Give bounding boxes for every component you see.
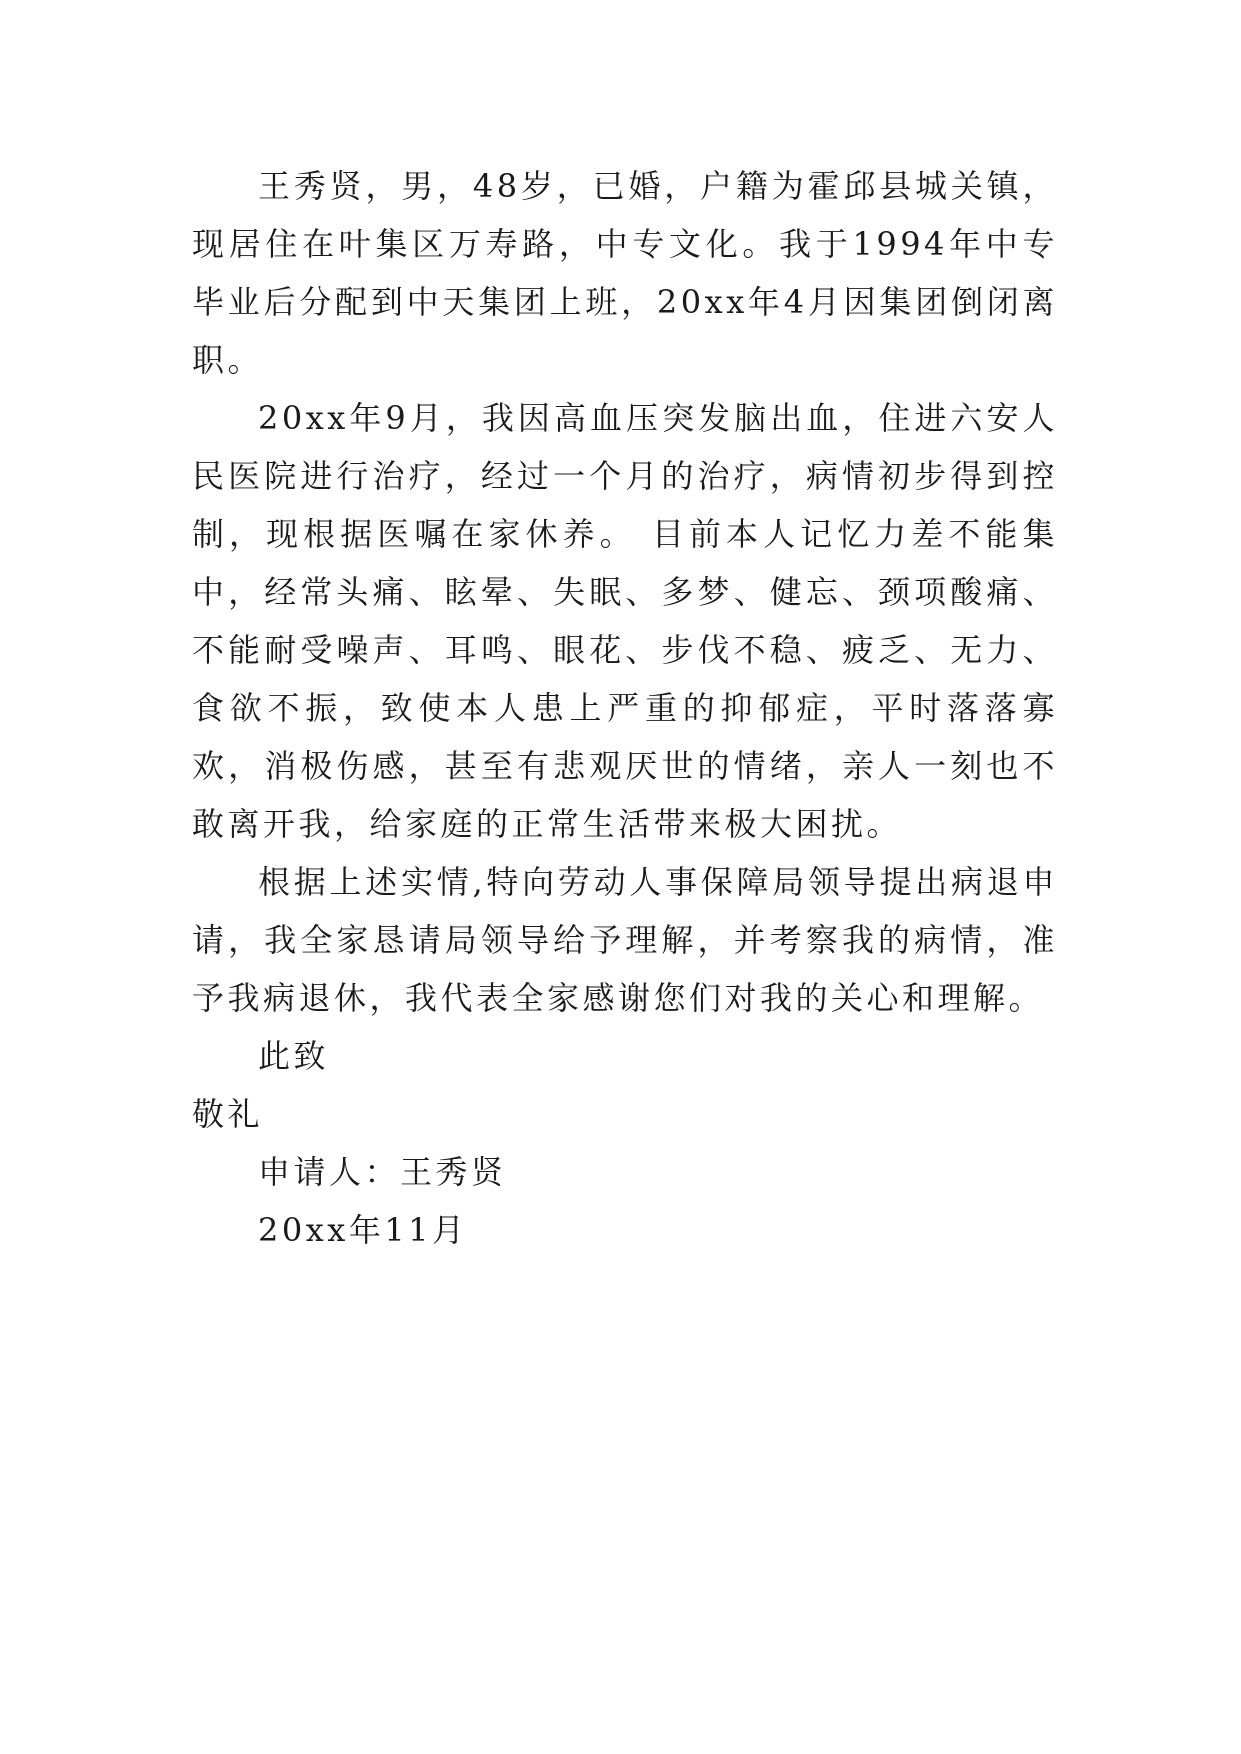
signature-line: 申请人：王秀贤 <box>258 1153 507 1191</box>
closing-jing-li: 敬礼 <box>192 1095 264 1133</box>
letter-body <box>192 157 1058 1259</box>
paragraph-illness-description: 20xx年9月，我因高血压突发脑出血，住进六安人民医院进行治疗，经过一个月的治疗，病情初步得到控制，现根据医嘱在家休养。 目前本人记忆力差不能集中，经常头痛、眩晕、失眠、多梦、健忘、颈项酸痛、不能耐受噪声、耳鸣、眼花、步伐不稳、疲乏、无力、食欲不振，致使本人患上严重的抑郁症，平时落落寡欢，消极伤感，甚至有悲观厌世的情绪，亲人一刻也不敢离开我，给家庭的正常生活带来极大困扰。 <box>192 399 1058 843</box>
paragraph-personal-info: 王秀贤，男，48岁，已婚，户籍为霍邱县城关镇，现居住在叶集区万寿路，中专文化。我于1994年中专毕业后分配到中天集团上班，20xx年4月因集团倒闭离职。 <box>192 167 1058 379</box>
date-line: 20xx年11月 <box>258 1211 468 1249</box>
paragraph-request: 根据上述实情,特向劳动人事保障局领导提出病退申请，我全家恳请局领导给予理解，并考察我的病情，准予我病退休，我代表全家感谢您们对我的关心和理解。 <box>192 863 1058 1017</box>
closing-ci-zhi: 此致 <box>258 1037 330 1075</box>
